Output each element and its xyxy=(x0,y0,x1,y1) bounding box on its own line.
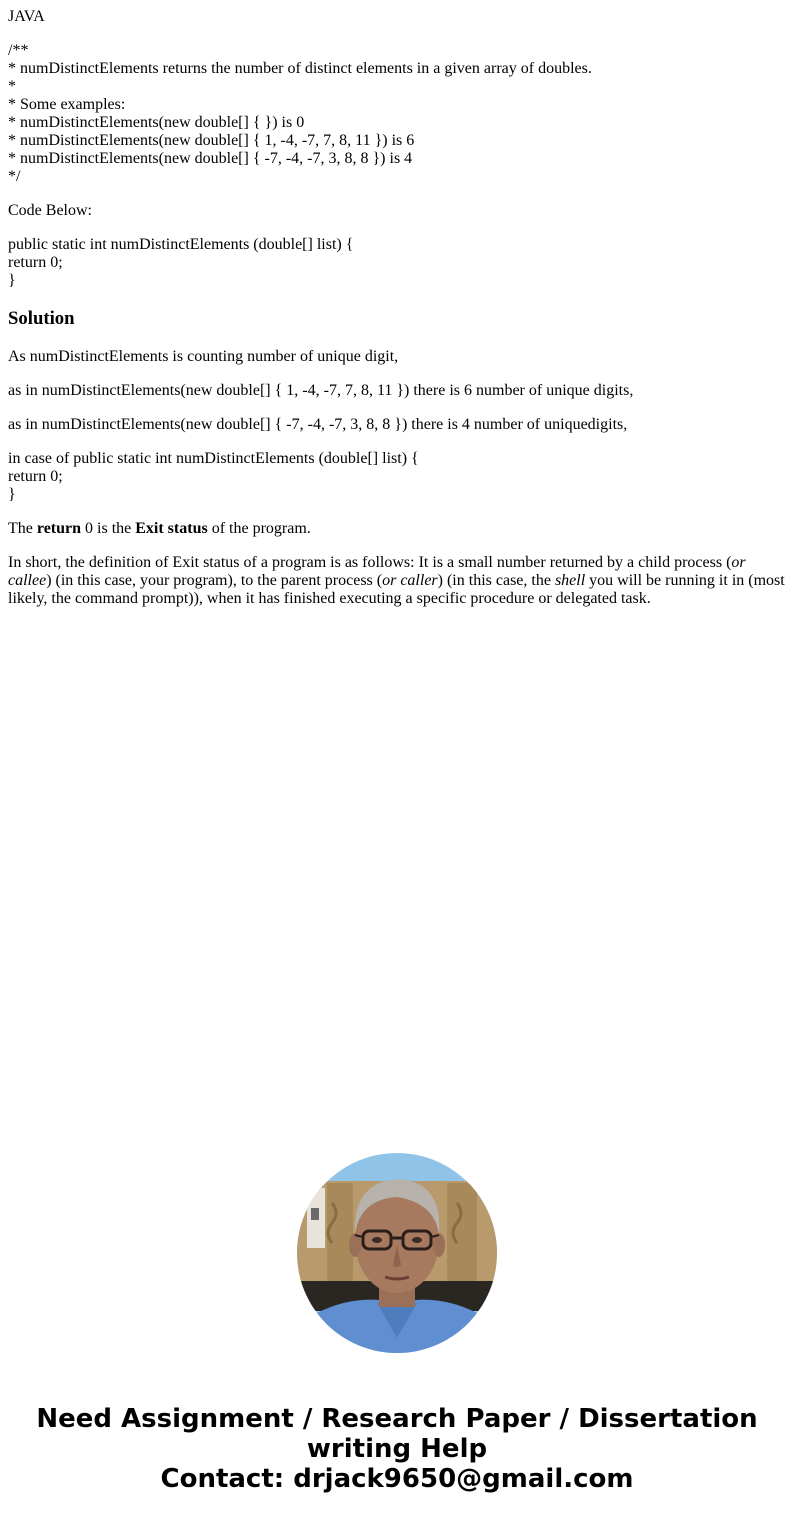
document-body xyxy=(8,8,786,624)
comment-line: * numDistinctElements(new double[] { }) is 0 xyxy=(8,114,305,131)
comment-line: * Some examples: xyxy=(8,96,126,113)
code-line: } xyxy=(8,272,16,289)
comment-line: * numDistinctElements(new double[] { -7, -4, -7, 3, 8, 8 }) is 4 xyxy=(8,150,413,167)
promo-banner xyxy=(0,1404,794,1494)
bold-text: return xyxy=(36,520,82,537)
exit-status-paragraph xyxy=(8,520,786,538)
code-line: return 0; xyxy=(8,468,63,485)
code-line: public static int numDistinctElements (double[] list) { xyxy=(8,236,354,253)
portrait-image xyxy=(297,1153,497,1353)
comment-line: * xyxy=(8,78,16,95)
solution-heading: Solution xyxy=(8,308,75,329)
italic-text: shell xyxy=(554,572,586,589)
solution-paragraph: as in numDistinctElements(new double[] { 1, -4, -7, 7, 8, 11 }) there is 6 number of unique digits, xyxy=(8,382,634,399)
avatar xyxy=(297,1153,497,1353)
bold-text: Exit status xyxy=(135,520,208,537)
solution-paragraph: As numDistinctElements is counting number of unique digit, xyxy=(8,348,399,365)
promo-line: Need Assignment / Research Paper / Dissertation xyxy=(36,1404,758,1434)
text: In short, the definition of Exit status of a program is as follows: It is a small number returned by a child process ( xyxy=(8,554,732,571)
code-line: in case of public static int numDistinctElements (double[] list) { xyxy=(8,450,419,467)
text: 0 is the xyxy=(81,520,136,537)
text: of the program. xyxy=(207,520,311,537)
language-label: JAVA xyxy=(8,8,45,25)
promo-contact: Contact: drjack9650@gmail.com xyxy=(160,1464,634,1494)
comment-line: * numDistinctElements returns the number of distinct elements in a given array of doubles. xyxy=(8,60,592,77)
code-line: return 0; xyxy=(8,254,63,271)
comment-line: * numDistinctElements(new double[] { 1, -4, -7, 7, 8, 11 }) is 6 xyxy=(8,132,415,149)
text: The xyxy=(8,520,37,537)
comment-line: /** xyxy=(8,42,29,59)
italic-text: or caller xyxy=(382,572,438,589)
text: ) (in this case, the xyxy=(437,572,555,589)
italic-text: or callee xyxy=(8,554,746,589)
doc-comment xyxy=(8,42,786,186)
solution-paragraph: as in numDistinctElements(new double[] { -7, -4, -7, 3, 8, 8 }) there is 4 number of uniquedigits, xyxy=(8,416,628,433)
solution-code-block xyxy=(8,450,786,504)
code-block xyxy=(8,236,786,290)
text: you will be running it in (most likely, the command prompt)), when it has finished executing a specific procedure or delegated task. xyxy=(8,572,785,607)
comment-line: */ xyxy=(8,168,21,185)
promo-line: writing Help xyxy=(306,1434,488,1464)
text: ) (in this case, your program), to the parent process ( xyxy=(46,572,383,589)
code-label: Code Below: xyxy=(8,202,92,219)
definition-paragraph xyxy=(8,554,786,608)
code-line: } xyxy=(8,486,16,503)
